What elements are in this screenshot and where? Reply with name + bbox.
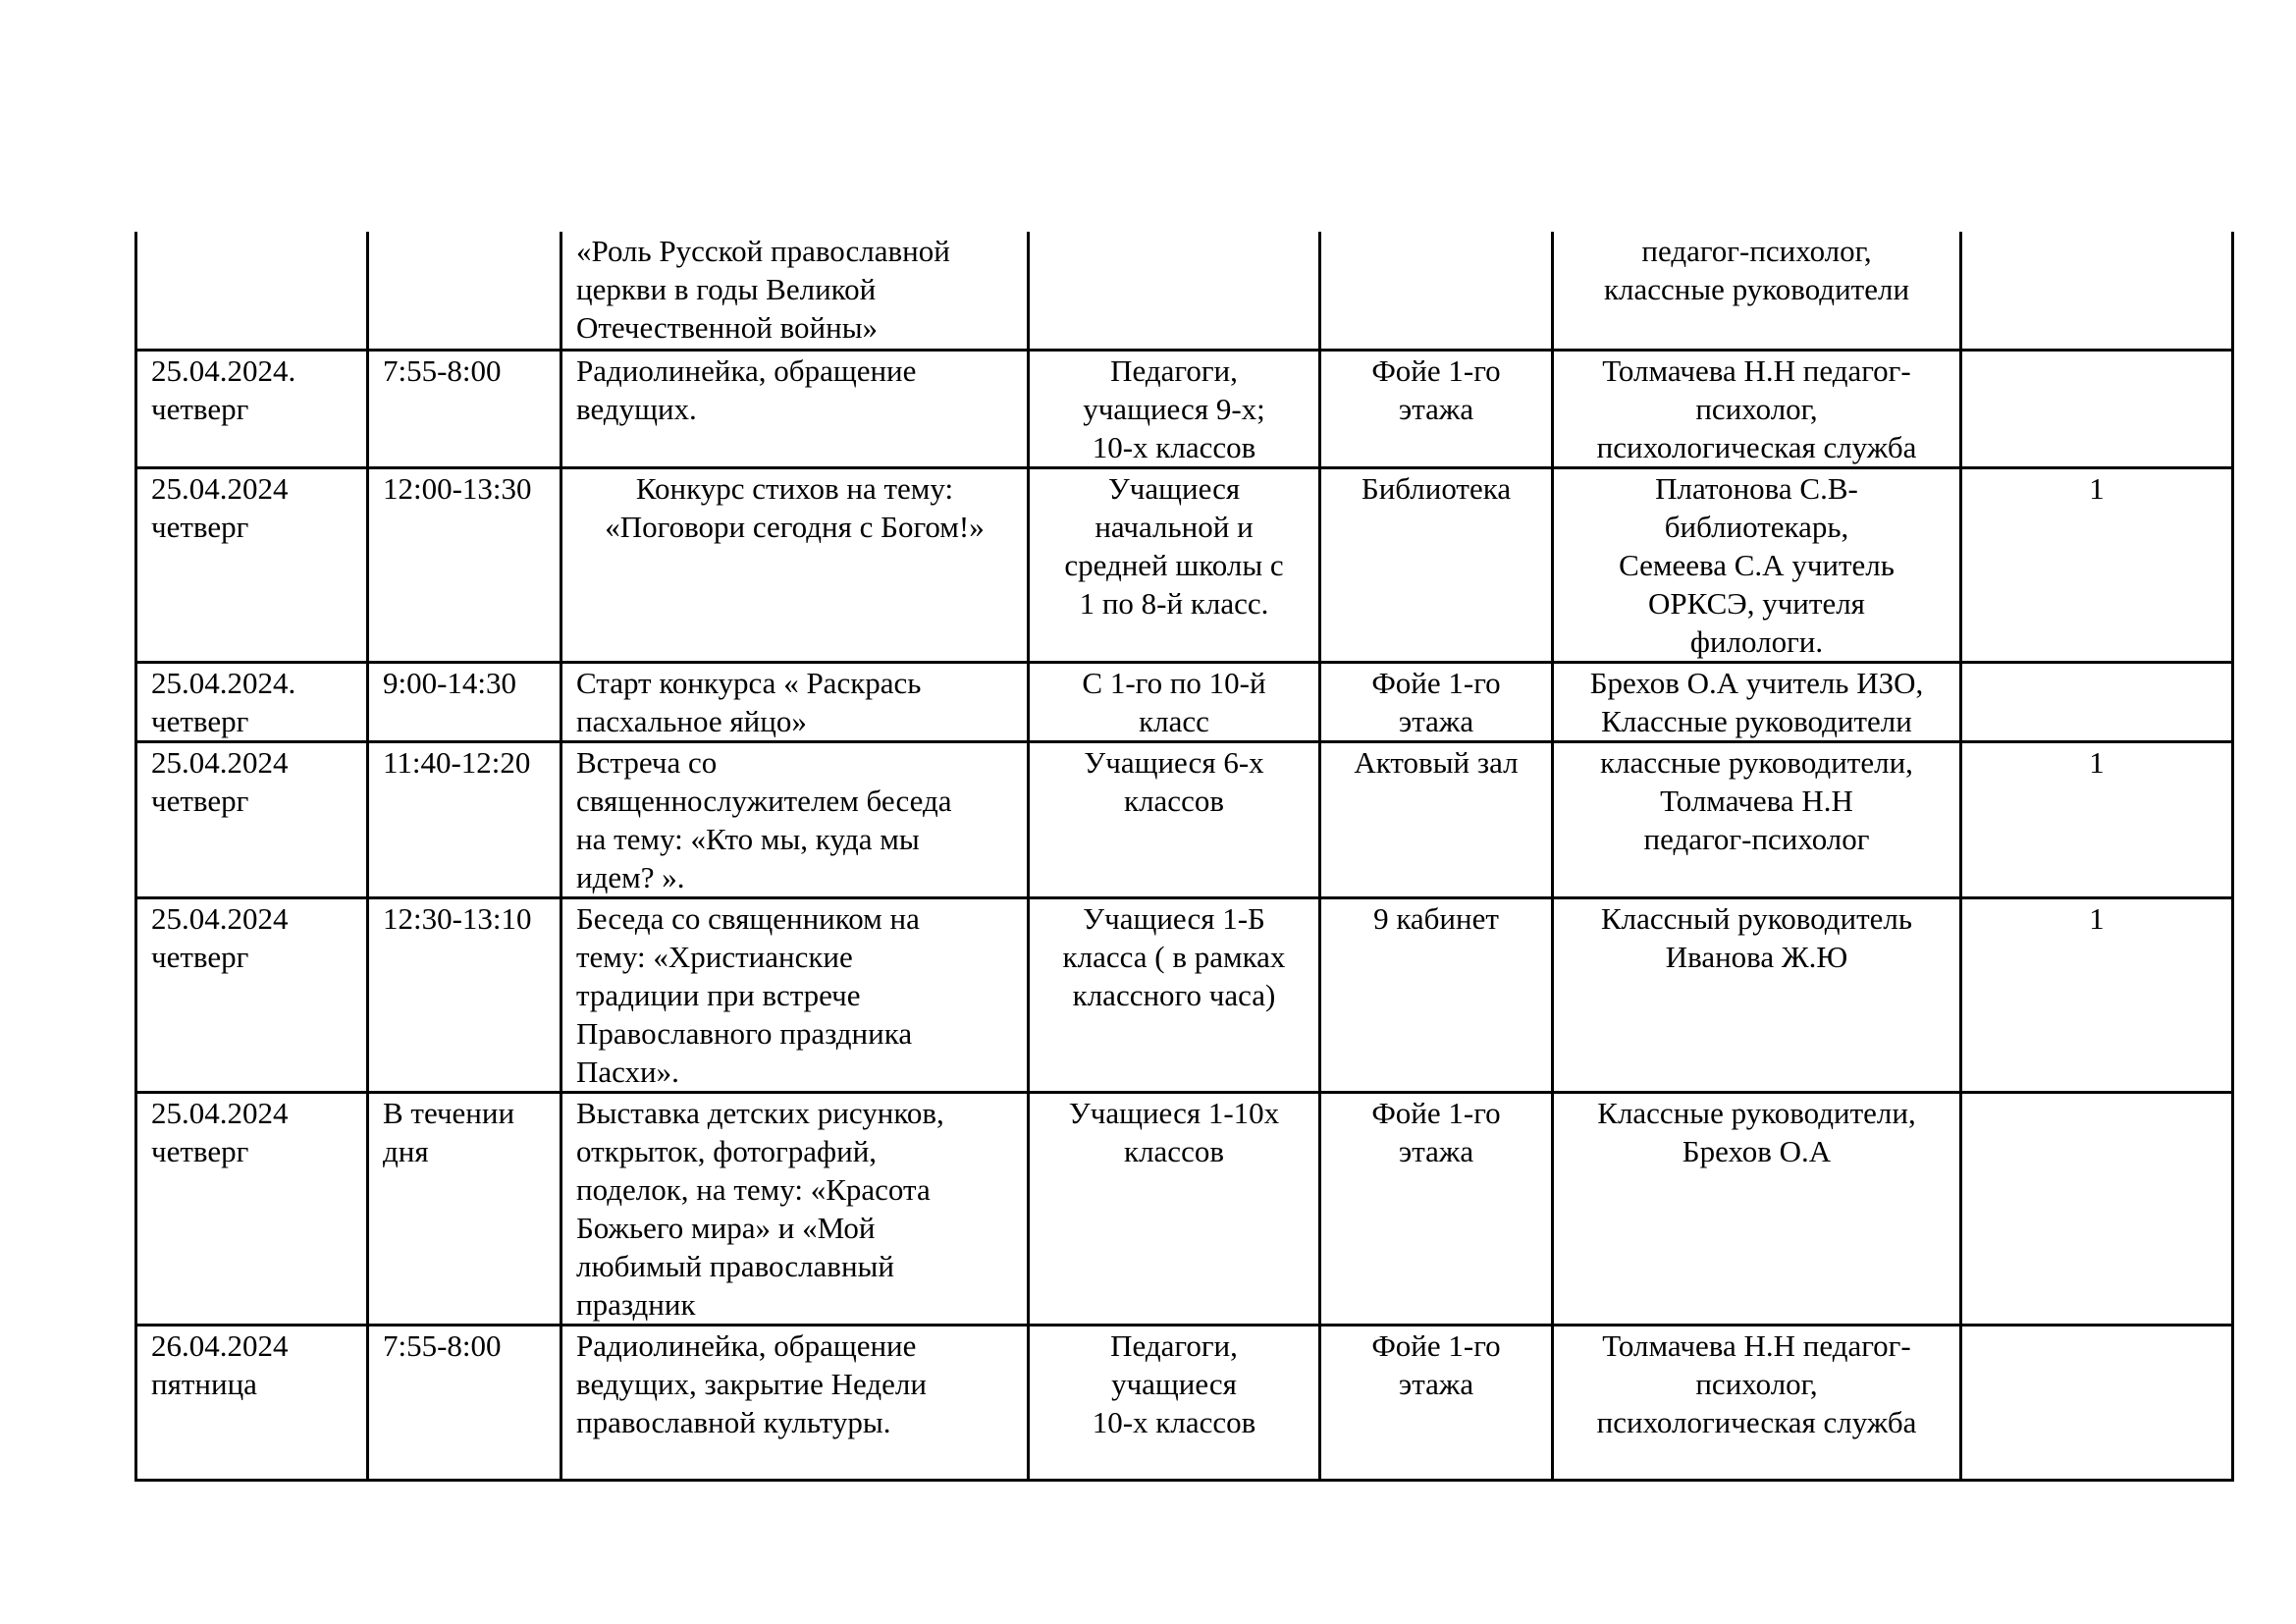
place-cell — [1320, 232, 1553, 350]
events-table — [134, 232, 2234, 1482]
count-cell — [1961, 1325, 2233, 1480]
responsible-cell: Классный руководитель Иванова Ж.Ю — [1553, 897, 1961, 1092]
time-cell: 7:55-8:00 — [368, 350, 561, 467]
date-cell: 26.04.2024 пятница — [136, 1325, 368, 1480]
event-cell: Радиолинейка, обращение ведущих, закрытие Недели православной культуры. — [561, 1325, 1029, 1480]
date-cell: 25.04.2024. четверг — [136, 350, 368, 467]
time-cell: 9:00-14:30 — [368, 662, 561, 741]
event-cell: Выставка детских рисунков, открыток, фотографий, поделок, на тему: «Красота Божьего мира» и «Мой любимый православный праздник — [561, 1092, 1029, 1325]
participants-cell: Учащиеся начальной и средней школы с 1 по 8-й класс. — [1029, 467, 1320, 662]
event-cell: Конкурс стихов на тему: «Поговори сегодня с Богом!» — [561, 467, 1029, 662]
time-cell — [368, 232, 561, 350]
responsible-cell: Классные руководители, Брехов О.А — [1553, 1092, 1961, 1325]
responsible-cell: Толмачева Н.Н педагог- психолог, психологическая служба — [1553, 1325, 1961, 1480]
responsible-cell: классные руководители, Толмачева Н.Н педагог-психолог — [1553, 741, 1961, 897]
responsible-cell: педагог-психолог, классные руководители — [1553, 232, 1961, 350]
place-cell: Фойе 1-го этажа — [1320, 1325, 1553, 1480]
responsible-cell: Толмачева Н.Н педагог- психолог, психологическая служба — [1553, 350, 1961, 467]
count-cell: 1 — [1961, 741, 2233, 897]
responsible-cell: Платонова С.В- библиотекарь, Семеева С.А учитель ОРКСЭ, учителя филологи. — [1553, 467, 1961, 662]
table-row — [136, 741, 2233, 897]
event-cell: Встреча со священнослужителем беседа на тему: «Кто мы, куда мы идем? ». — [561, 741, 1029, 897]
place-cell: Фойе 1-го этажа — [1320, 1092, 1553, 1325]
place-cell: Фойе 1-го этажа — [1320, 662, 1553, 741]
participants-cell: Педагоги, учащиеся 10-х классов — [1029, 1325, 1320, 1480]
table-row — [136, 1092, 2233, 1325]
date-cell — [136, 232, 368, 350]
place-cell: Фойе 1-го этажа — [1320, 350, 1553, 467]
table-row — [136, 350, 2233, 467]
participants-cell: Учащиеся 6-х классов — [1029, 741, 1320, 897]
event-cell: Беседа со священником на тему: «Христианские традиции при встрече Православного праздника Пасхи». — [561, 897, 1029, 1092]
participants-cell: Педагоги, учащиеся 9-х; 10-х классов — [1029, 350, 1320, 467]
table-row — [136, 1325, 2233, 1480]
participants-cell: С 1-го по 10-й класс — [1029, 662, 1320, 741]
place-cell: 9 кабинет — [1320, 897, 1553, 1092]
participants-cell: Учащиеся 1-10х классов — [1029, 1092, 1320, 1325]
count-cell — [1961, 662, 2233, 741]
date-cell: 25.04.2024. четверг — [136, 662, 368, 741]
responsible-cell: Брехов О.А учитель ИЗО, Классные руководители — [1553, 662, 1961, 741]
event-cell: Радиолинейка, обращение ведущих. — [561, 350, 1029, 467]
table-row — [136, 897, 2233, 1092]
table-row — [136, 232, 2233, 350]
time-cell: 12:30-13:10 — [368, 897, 561, 1092]
count-cell — [1961, 1092, 2233, 1325]
participants-cell — [1029, 232, 1320, 350]
count-cell: 1 — [1961, 897, 2233, 1092]
date-cell: 25.04.2024 четверг — [136, 467, 368, 662]
place-cell: Актовый зал — [1320, 741, 1553, 897]
time-cell: 11:40-12:20 — [368, 741, 561, 897]
time-cell: 7:55-8:00 — [368, 1325, 561, 1480]
time-cell: 12:00-13:30 — [368, 467, 561, 662]
place-cell: Библиотека — [1320, 467, 1553, 662]
count-cell — [1961, 350, 2233, 467]
date-cell: 25.04.2024 четверг — [136, 1092, 368, 1325]
date-cell: 25.04.2024 четверг — [136, 897, 368, 1092]
date-cell: 25.04.2024 четверг — [136, 741, 368, 897]
table-row — [136, 662, 2233, 741]
event-cell: Старт конкурса « Раскрась пасхальное яйцо» — [561, 662, 1029, 741]
time-cell: В течении дня — [368, 1092, 561, 1325]
count-cell: 1 — [1961, 467, 2233, 662]
participants-cell: Учащиеся 1-Б класса ( в рамках классного часа) — [1029, 897, 1320, 1092]
count-cell — [1961, 232, 2233, 350]
event-cell: «Роль Русской православной церкви в годы Великой Отечественной войны» — [561, 232, 1029, 350]
table-row — [136, 467, 2233, 662]
